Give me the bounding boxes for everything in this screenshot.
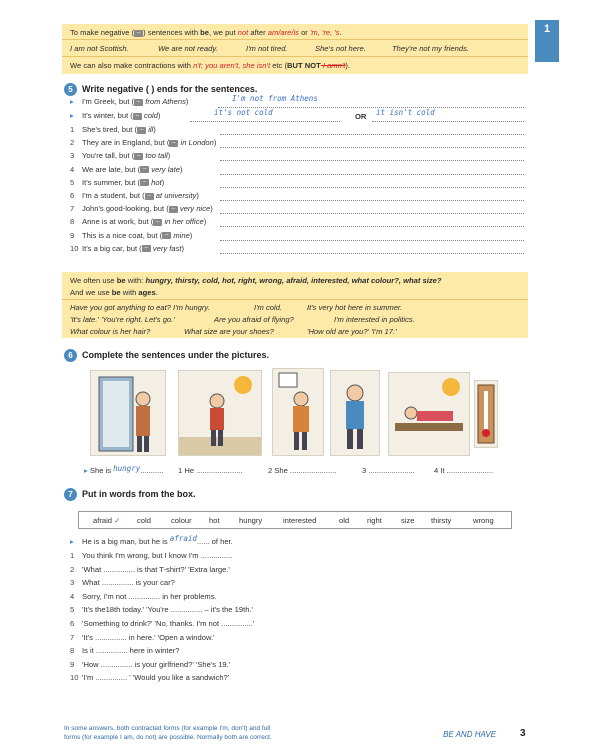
grammar-example: It's very hot here in summer. (307, 303, 403, 312)
grammar-contraction-line: We can also make contractions with n't: you aren't, she isn't etc (BUT NOT I amn't). (70, 61, 351, 70)
grammar-example: What size are your shoes? (184, 327, 274, 336)
grammar-example: Have you got anything to eat? I'm hungry. (70, 303, 210, 312)
grammar-example: I'm not tired. (246, 44, 288, 53)
answer-line[interactable] (220, 226, 524, 227)
picture-angry-man (330, 370, 380, 456)
picture-caption: ▸ She is hungry........... (84, 464, 164, 475)
grammar-example: I am not Scottish. (70, 44, 129, 53)
word-box (78, 511, 512, 529)
answer-line[interactable] (220, 240, 524, 241)
exercise-item: 4 Sorry, I'm not ............... in her problems. (70, 591, 217, 601)
grammar-rule-line: We often use be with: hungry, thirsty, cold, hot, right, wrong, afraid, interested, what colour?, what size? (70, 276, 442, 285)
answer-line[interactable] (220, 253, 524, 254)
grammar-example: I'm interested in politics. (334, 315, 415, 324)
answer-line[interactable] (220, 200, 524, 201)
exercise-item: 5 It's summer, but ( – hot) (70, 177, 165, 187)
tick-icon: ✓ (114, 516, 121, 525)
level-number: 1 (543, 23, 551, 35)
box-word: wrong (473, 516, 494, 525)
picture-hot-man-sun (178, 370, 262, 456)
level-label: Level (530, 33, 537, 49)
box-word: hungry (239, 516, 263, 525)
box-word: right (367, 516, 382, 525)
grammar-box-be-with (62, 272, 528, 338)
picture-caption: 4 It ...................... (434, 466, 494, 475)
exercise-item: 3 What ............... is your car? (70, 578, 175, 588)
exercise-title: Put in words from the box. (82, 489, 196, 499)
picture-caption: 2 She ...................... (268, 466, 337, 475)
picture-woman-sunbathing (388, 372, 470, 456)
example-row: ▸ I'm Greek, but ( – from Athens) (70, 97, 189, 106)
exercise-item: 3 You're tall, but ( – too tall) (70, 151, 171, 161)
box-word: afraid ✓ (93, 516, 121, 525)
box-word: thirsty (431, 516, 452, 525)
exercise-title: Write negative ( ) ends for the sentences. (82, 84, 258, 94)
or-label: OR (355, 112, 367, 121)
box-word: hot (209, 516, 220, 525)
picture-thermometer (474, 380, 498, 448)
box-word: old (339, 516, 350, 525)
picture-hungry-woman-fridge (90, 370, 166, 456)
box-word: colour (171, 516, 192, 525)
exercise-item: 5 'It's the18th today.' 'You're ............... – it's the 19th.' (70, 605, 253, 615)
answer-line[interactable] (220, 134, 524, 135)
exercise-item: 10 It's a big car, but ( – very fast) (70, 243, 185, 253)
picture-cold-woman (272, 368, 324, 456)
grammar-box-negatives (62, 24, 528, 74)
exercise-item: 1 She's tired, but ( – ill) (70, 125, 156, 134)
minus-icon: – (134, 30, 143, 37)
box-word: interested (283, 516, 317, 525)
grammar-example: 'How old are you?' 'I'm 17.' (307, 327, 397, 336)
page-number: 3 (520, 728, 526, 739)
grammar-example: What colour is her hair? (70, 327, 151, 336)
grammar-example: Are you afraid of flying? (214, 315, 294, 324)
grammar-example: We are not ready. (158, 44, 218, 53)
answer-line[interactable] (220, 160, 524, 161)
answer-line[interactable] (220, 147, 524, 148)
exercise-item: 6 I'm a student, but ( – at university) (70, 191, 199, 200)
footer-note: In some answers, both contracted forms (for example I'm, don't) and full forms (for example I am, do not) are possible. Normally both are correct. (64, 725, 272, 741)
answer-line[interactable] (220, 174, 524, 175)
exercise-number: 7 (64, 488, 77, 501)
exercise-item: 8 Is it ............... here in winter? (70, 646, 180, 656)
exercise-item: 7 'It's ............... in here.' 'Open a window.' (70, 632, 215, 642)
handwritten-answer: it's not cold (214, 108, 273, 117)
picture-caption: 1 He ...................... (178, 466, 243, 475)
grammar-rule-line: And we use be with ages. (70, 288, 158, 297)
exercise-item: 4 We are late, but ( – very late) (70, 164, 183, 174)
handwritten-answer: I'm not from Athens (232, 94, 318, 103)
grammar-example: 'It's late.' 'You're right. Let's go.' (70, 315, 175, 324)
example-row: ▸ It's winter, but ( – cold) (70, 111, 161, 120)
picture-caption: 3 ...................... (362, 466, 415, 475)
exercise-item: 2 'What ............... is that T-shirt?' 'Extra large.' (70, 564, 230, 574)
grammar-example: They're not my friends. (392, 44, 469, 53)
grammar-example: She's not here. (315, 44, 366, 53)
handwritten-answer: it isn't cold (376, 108, 435, 117)
exercise-item: 2 They are in England, but ( – in London) (70, 138, 217, 148)
box-word: cold (137, 516, 151, 525)
answer-line[interactable] (220, 213, 524, 214)
grammar-rule-line: To make negative ( – ) sentences with be, we put not after am/are/is or 'm, 're, 's. (70, 28, 342, 37)
level-tab (530, 20, 559, 62)
exercise-item: 1 You think I'm wrong, but I know I'm ............... (70, 551, 233, 560)
exercise-number: 5 (64, 83, 77, 96)
grammar-example: I'm cold. (254, 303, 283, 312)
exercise-item: 9 'How ............... is your girlfriend?' 'She's 19.' (70, 659, 231, 669)
box-word: size (401, 516, 415, 525)
example-row: ▸ He is a big man, but he is afraid...... of her. (70, 534, 233, 546)
exercise-number: 6 (64, 349, 77, 362)
exercise-item: 7 John's good-looking, but ( – very nice) (70, 204, 213, 214)
answer-line[interactable] (220, 187, 524, 188)
section-title: BE AND HAVE (443, 730, 497, 739)
exercise-title: Complete the sentences under the pictures. (82, 350, 270, 360)
exercise-item: 6 'Something to drink?' 'No, thanks. I'm not ...............' (70, 619, 255, 628)
exercise-item: 8 Anne is at work, but ( – in her office) (70, 217, 207, 227)
exercise-item: 10 'I'm ............... ' 'Would you like a sandwich?' (70, 673, 230, 683)
exercise-item: 9 This is a nice coat, but ( – mine) (70, 230, 193, 240)
